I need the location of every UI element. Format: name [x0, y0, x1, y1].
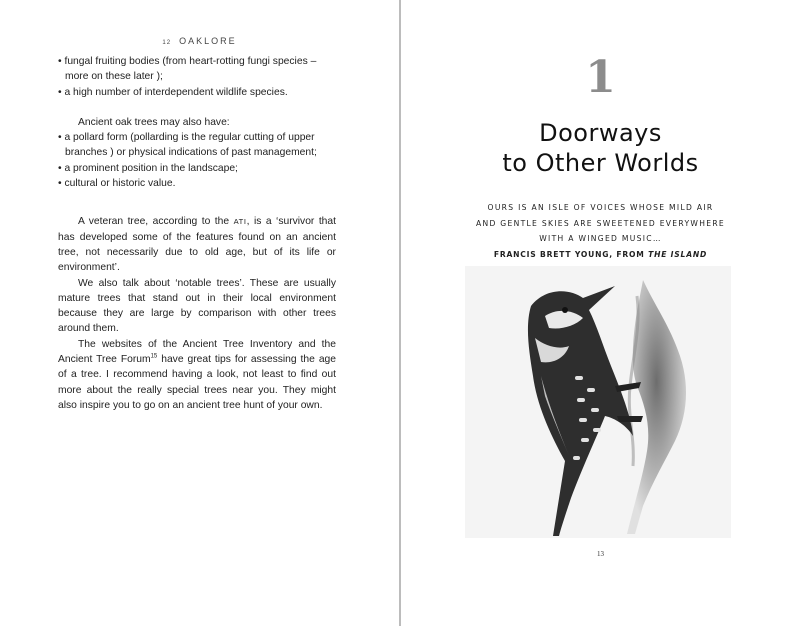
running-head: [0, 36, 399, 46]
paragraph-websites: The websites of the Ancient Tree Inventory and the Ancient Tree Forum$^{15}$ have great tips for assessing the age of a tree. I recommend having a look, not least to find out more about the really special trees near you. They might also inspire you to go on an ancient tree hunt of your own.: [58, 338, 336, 411]
page-number-left: 12: [162, 40, 172, 46]
bullet-item: • fungal fruiting bodies (from heart-rotting fungi species – more on these later );: [58, 56, 317, 83]
left-body-text: [58, 54, 336, 413]
woodpecker-illustration-icon: [465, 266, 731, 538]
chapter-title: Doorways to Other Worlds: [502, 119, 699, 177]
chapter-number: 1: [585, 52, 616, 103]
epigraph-attribution: FRANCIS BRETT YOUNG, FROM THE ISLAND: [493, 249, 708, 259]
paragraph-veteran-tree: A veteran tree, according to the ATI, is a ‘survivor that has developed some of the features found on an ancient tree, not necessarily due to old age, but of its life or environment’.: [58, 216, 336, 274]
bullet-item: • a high number of interdependent wildlife species.: [58, 86, 288, 98]
bullet-item: • a pollard form (pollarding is the regular cutting of upper branches ) or physical indications of past management;: [58, 132, 317, 159]
also-have-intro: Ancient oak trees may also have:: [78, 116, 230, 128]
bullet-item: • cultural or historic value.: [58, 178, 176, 190]
right-page: [401, 0, 800, 626]
running-head-title: OAKLORE: [179, 36, 237, 46]
left-page: [0, 0, 399, 626]
page-number-right: 13: [597, 550, 604, 558]
bullet-item: • a prominent position in the landscape;: [58, 162, 238, 174]
footnote-marker: 15: [150, 353, 158, 360]
epigraph: OURS IS AN ISLE OF VOICES WHOSE MILD AIR AND GENTLE SKIES ARE SWEETENED EVERYWHERE WITH A WINGED MUSIC… FRANCIS BRETT YOUNG, FROM THE ISLAND: [401, 200, 800, 262]
paragraph-notable-trees: We also talk about ‘notable trees’. These are usually mature trees that stand out in their local environment because they are large by comparison with other trees around them.: [58, 277, 336, 335]
